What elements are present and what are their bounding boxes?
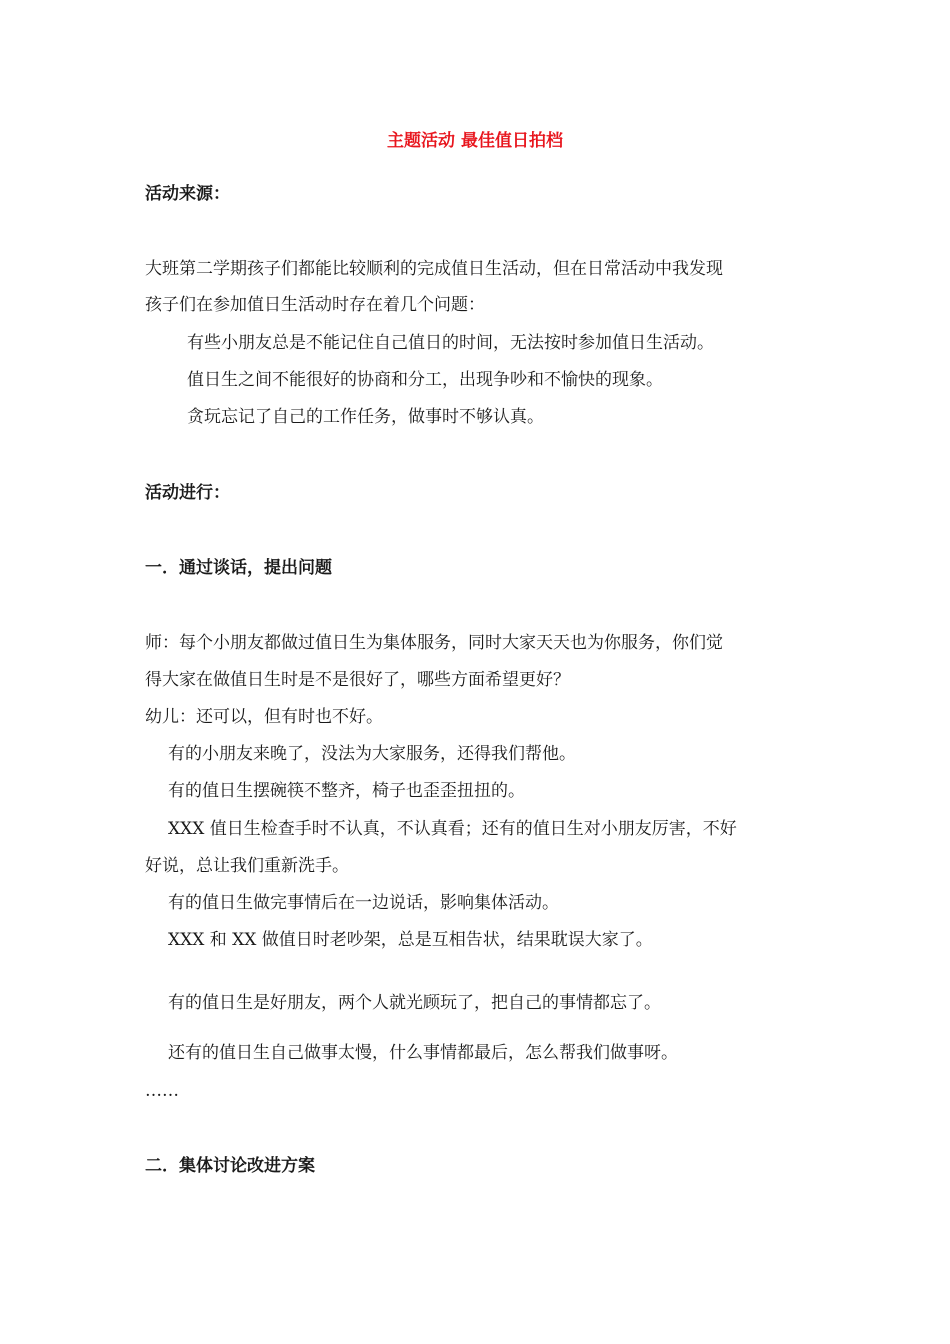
- child-intro: 幼儿：还可以，但有时也不好。: [145, 707, 383, 727]
- child-response: 有的值日生做完事情后在一边说话，影响集体活动。: [168, 893, 559, 913]
- problem-item: 值日生之间不能很好的协商和分工，出现争吵和不愉快的现象。: [187, 370, 663, 390]
- part2-heading: 二．集体讨论改进方案: [145, 1156, 315, 1176]
- ellipsis: ……: [145, 1081, 179, 1101]
- child-response: 还有的值日生自己做事太慢，什么事情都最后，怎么帮我们做事呀。: [168, 1043, 678, 1063]
- document-title: 主题活动 最佳值日拍档: [387, 131, 563, 151]
- section-heading-source: 活动来源：: [145, 184, 230, 204]
- child-response: 有的值日生是好朋友，两个人就光顾玩了，把自己的事情都忘了。: [168, 993, 661, 1013]
- section-heading-process: 活动进行：: [145, 483, 230, 503]
- child-response: XXX 值日生检查手时不认真，不认真看；还有的值日生对小朋友厉害，不好: [168, 819, 737, 839]
- child-response: XXX 和 XX 做值日时老吵架，总是互相告状，结果耽误大家了。: [168, 930, 653, 950]
- problem-item: 贪玩忘记了自己的工作任务，做事时不够认真。: [187, 407, 544, 427]
- problem-item: 有些小朋友总是不能记住自己值日的时间，无法按时参加值日生活动。: [187, 333, 714, 353]
- child-response: 有的值日生摆碗筷不整齐，椅子也歪歪扭扭的。: [168, 781, 525, 801]
- paragraph-line: 大班第二学期孩子们都能比较顺利的完成值日生活动，但在日常活动中我发现: [145, 259, 723, 279]
- child-response-continued: 好说，总让我们重新洗手。: [145, 856, 349, 876]
- part1-heading: 一．通过谈话，提出问题: [145, 558, 332, 578]
- teacher-line: 师：每个小朋友都做过值日生为集体服务，同时大家天天也为你服务，你们觉: [145, 633, 723, 653]
- child-response: 有的小朋友来晚了，没法为大家服务，还得我们帮他。: [168, 744, 576, 764]
- teacher-line: 得大家在做值日生时是不是很好了，哪些方面希望更好？: [145, 670, 570, 690]
- paragraph-line: 孩子们在参加值日生活动时存在着几个问题：: [145, 295, 485, 315]
